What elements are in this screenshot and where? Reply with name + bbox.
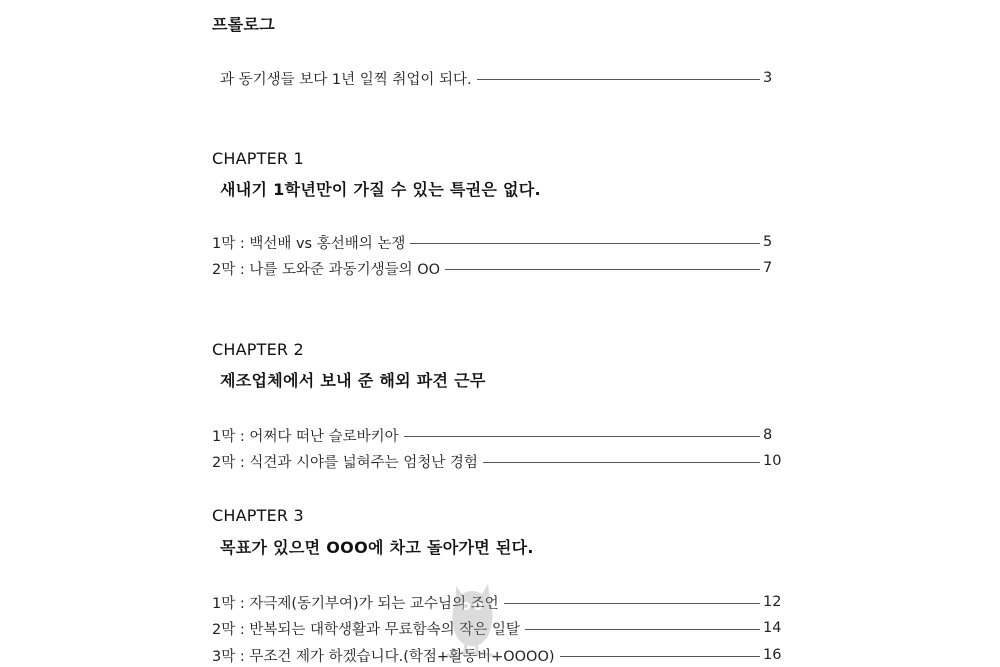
toc-entry[interactable]: [212, 592, 787, 612]
chapter-title: 새내기 1학년만이 가질 수 있는 특권은 없다.: [220, 180, 541, 199]
leader-line: [504, 603, 760, 604]
leader-line: [404, 436, 760, 437]
toc-entry[interactable]: [212, 618, 787, 638]
chapter-label: CHAPTER 1: [212, 149, 304, 168]
toc-entry-label: 3막 : 무조건 제가 하겠습니다.(학점+활동비+OOOO): [212, 648, 555, 665]
toc-entry[interactable]: [212, 425, 787, 445]
leader-line: [410, 243, 760, 244]
toc-page-number: 5: [763, 234, 773, 250]
toc-entry-label: 2막 : 나를 도와준 과동기생들의 OO: [212, 261, 441, 278]
toc-page-number: 8: [763, 427, 773, 443]
toc-entry-label: 2막 : 식견과 시야를 넓혀주는 엄청난 경험: [212, 454, 478, 471]
chapter-title: 목표가 있으면 OOO에 차고 돌아가면 된다.: [220, 538, 534, 557]
toc-page-number: 14: [763, 620, 782, 636]
toc-entry-label: 1막 : 어쩌다 떠난 슬로바키아: [212, 428, 399, 445]
prologue-heading: 프롤로그: [212, 15, 276, 34]
toc-entry[interactable]: [212, 258, 787, 278]
toc-entry-label: 과 동기생들 보다 1년 일찍 취업이 되다.: [220, 71, 472, 88]
toc-entry-label: 1막 : 백선배 vs 홍선배의 논쟁: [212, 235, 406, 252]
chapter-label: CHAPTER 3: [212, 506, 304, 525]
chapter-label: CHAPTER 2: [212, 340, 304, 359]
toc-page-number: 10: [763, 453, 782, 469]
toc-entry-label: 1막 : 자극제(동기부여)가 되는 교수님의 조언: [212, 595, 499, 612]
toc-entry[interactable]: [212, 232, 787, 252]
chapter-title: 제조업체에서 보내 준 해외 파견 근무: [220, 371, 486, 390]
leader-line: [483, 462, 760, 463]
toc-page-number: 7: [763, 260, 773, 276]
toc-entry-label: 2막 : 반복되는 대학생활과 무료함속의 작은 일탈: [212, 621, 520, 638]
toc-page-number: 16: [763, 647, 782, 663]
toc-entry[interactable]: [220, 68, 787, 88]
toc-page-number: 12: [763, 594, 782, 610]
leader-line: [445, 269, 760, 270]
toc-entry[interactable]: [212, 645, 787, 665]
toc-entry[interactable]: [212, 451, 787, 471]
leader-line: [477, 79, 760, 80]
leader-line: [525, 629, 760, 630]
leader-line: [560, 656, 760, 657]
toc-page-number: 3: [763, 70, 773, 86]
